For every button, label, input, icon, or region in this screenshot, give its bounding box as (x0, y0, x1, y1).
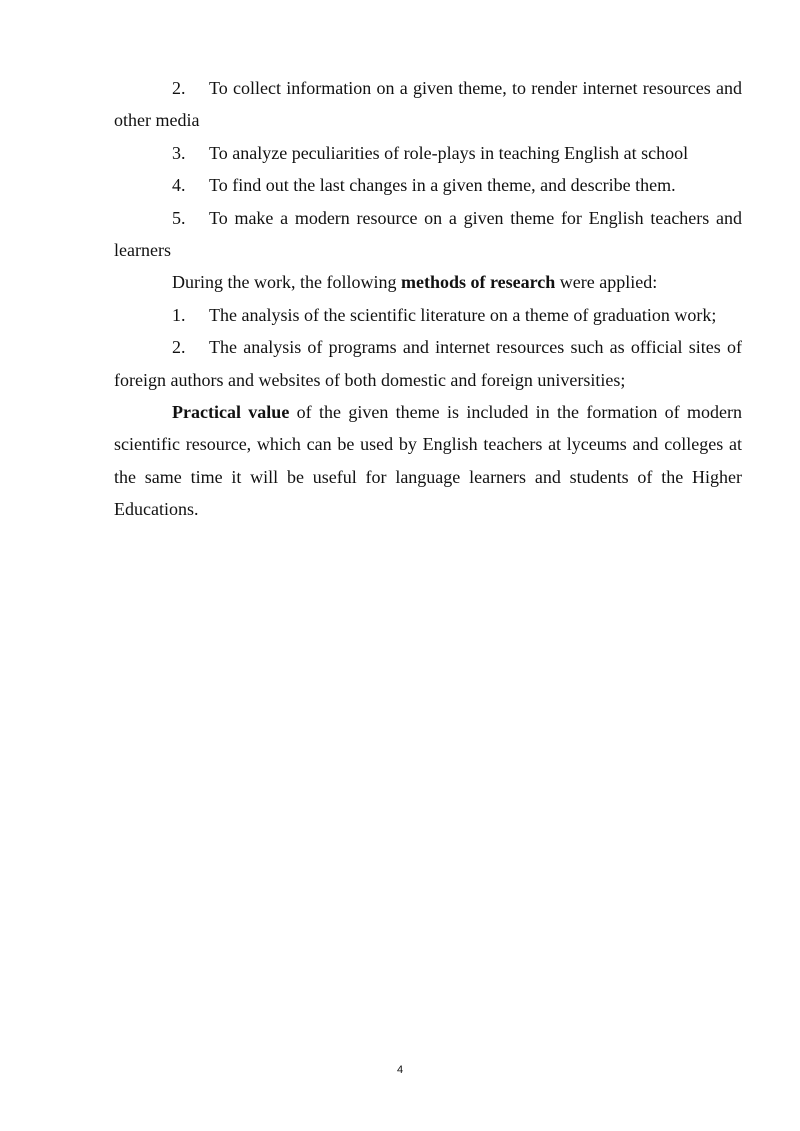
practical-value-paragraph (114, 396, 742, 526)
objective-text: To find out the last changes in a given theme, and describe them. (209, 175, 676, 196)
objective-number: 4. (172, 175, 186, 196)
objective-number: 3. (172, 142, 186, 163)
objective-item (114, 137, 742, 169)
method-number: 1. (172, 304, 186, 325)
method-text: The analysis of programs and internet resources such as official sites of foreign authors and websites of both domestic and foreign universities; (114, 337, 742, 390)
objective-text: To collect information on a given theme, to render internet resources and other media (114, 78, 742, 131)
objective-item (114, 72, 742, 137)
objective-number: 2. (172, 78, 186, 98)
objective-number: 5. (172, 207, 186, 228)
method-number: 2. (172, 337, 186, 358)
method-item (114, 299, 742, 331)
body-text (114, 72, 742, 526)
methods-intro (114, 266, 742, 298)
methods-intro-bold: methods of research (400, 272, 556, 293)
practical-value-heading: Practical value (172, 402, 290, 423)
objective-item (114, 202, 742, 267)
objective-text: To make a modern resource on a given theme for English teachers and learners (114, 207, 742, 261)
practical-value-text: of the given theme is included in the formation of modern scientific resource, which can be used by English teachers at lyceums and colleges at the same time it will be useful for language learners and students of the Higher Educations. (114, 402, 742, 520)
objective-item (114, 169, 742, 201)
method-item (114, 331, 742, 396)
methods-intro-before: During the work, the following (172, 272, 401, 293)
page-number: 4 (396, 1064, 404, 1076)
methods-intro-after: were applied: (555, 272, 658, 293)
objective-text: To analyze peculiarities of role-plays in teaching English at school (209, 142, 689, 163)
method-text: The analysis of the scientific literature on a theme of graduation work; (209, 304, 717, 325)
